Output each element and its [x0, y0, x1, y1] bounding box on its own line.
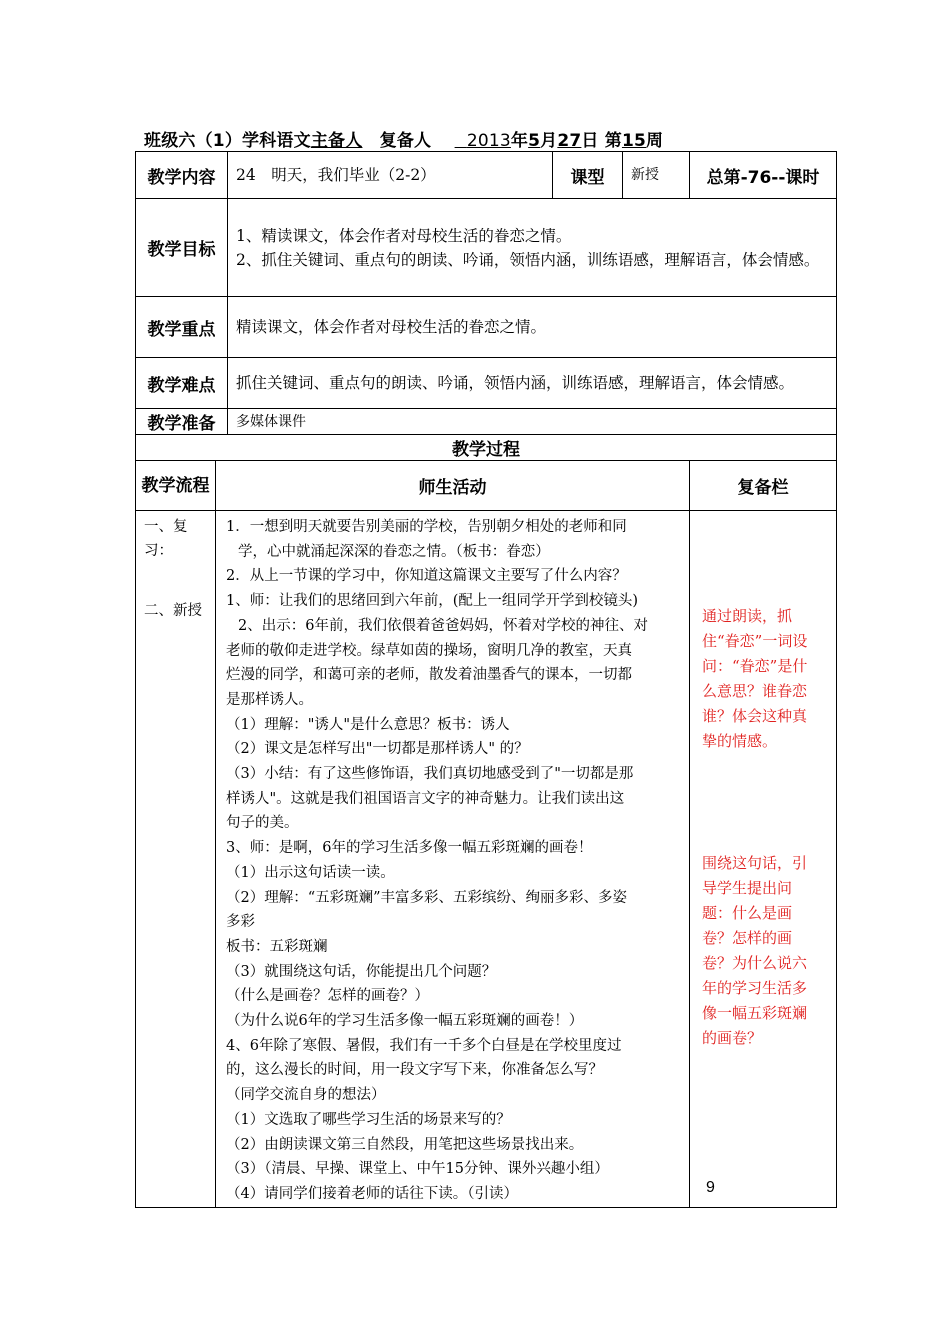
- activity-line: 的，这么漫长的时间，用一段文字写下来，你准备怎么写？: [226, 1062, 603, 1079]
- flow-cell: [136, 511, 216, 1208]
- review-note-1: 通过朗读，抓住“眷恋”一词设问：“眷恋”是什么意思？谁眷恋谁？体会这种真挚的情感。: [702, 607, 808, 750]
- process-title: 教学过程: [136, 435, 837, 461]
- activity-line: 1．一想到明天就要告别美丽的学校，告别朝夕相处的老师和同: [226, 519, 627, 535]
- goal-line: 1、精读课文，体会作者对母校生活的眷恋之情。: [236, 226, 572, 245]
- activity-line: 1、师：让我们的思绪回到六年前，(配上一组同学开学到校镜头): [226, 593, 639, 610]
- col-flow-header: 教学流程: [136, 461, 216, 511]
- content-row: [136, 152, 837, 199]
- activity-line: （3）就围绕这句话，你能提出几个问题？: [226, 963, 497, 980]
- activity-cell: [216, 511, 690, 1208]
- prep-row: [136, 409, 837, 435]
- key-row: [136, 297, 837, 358]
- lesson-plan-table: [135, 151, 837, 1208]
- activity-line: 烂漫的同学，和蔼可亲的老师，散发着油墨香气的课本，一切都: [226, 667, 632, 684]
- activity-line: 3、师：是啊，6年的学习生活多像一幅五彩斑斓的画卷！: [226, 840, 593, 857]
- month-unit: 月: [540, 131, 558, 151]
- week-unit: 周: [646, 131, 664, 151]
- date-day: 27: [557, 131, 582, 151]
- goal-label: 教学目标: [136, 199, 228, 297]
- activity-line: （2）由朗读课文第三自然段，用笔把这些场景找出来。: [226, 1136, 584, 1153]
- total-lessons: 总第-76--课时: [690, 152, 837, 199]
- content-label: 教学内容: [136, 152, 228, 199]
- activity-line: 是那样诱人。: [226, 691, 313, 708]
- activity-line: 2、出示：6年前，我们依偎着爸爸妈妈，怀着对学校的神往、对: [238, 617, 648, 634]
- date-year: 2013: [466, 131, 511, 151]
- activity-line: 样诱人"。这就是我们祖国语言文字的神奇魅力。让我们读出这: [226, 790, 625, 807]
- goal-row: [136, 199, 837, 297]
- year-unit: 年: [510, 131, 529, 151]
- document-header: [144, 126, 844, 151]
- day-unit: 日: [581, 131, 599, 151]
- col-activity-header: 师生活动: [216, 461, 690, 511]
- week-number: 15: [621, 131, 647, 151]
- goal-line: 2、抓住关键词、重点句的朗读、吟诵，领悟内涵，训练语感，理解语言，体会情感。: [236, 250, 820, 269]
- prep-value: 多媒体课件: [228, 409, 837, 435]
- activity-line: 句子的美。: [226, 815, 299, 832]
- review-note-2: 围绕这句话，引导学生提出问题：什么是画卷？怎样的画卷？为什么说六年的学习生活多像一幅五彩斑斓的画卷？: [702, 854, 808, 1047]
- co-preparer-label: 复备人: [379, 131, 432, 151]
- activity-line: （3）（清晨、早操、课堂上、中午15分钟、课外兴趣小组）: [226, 1161, 609, 1178]
- difficulty-label: 教学难点: [136, 358, 228, 409]
- activity-line: 老师的敬仰走进学校。绿草如茵的操场，窗明几净的教室，天真: [226, 642, 632, 659]
- process-header-row: [136, 461, 837, 511]
- notes-cell: [690, 511, 837, 1208]
- activity-line: （1）理解："诱人"是什么意思？板书：诱人: [226, 716, 510, 733]
- activity-line: 4、6年除了寒假、暑假，我们有一千多个白昼是在学校里度过: [226, 1037, 622, 1054]
- type-value: 新授: [623, 152, 690, 199]
- difficulty-value: 抓住关键词、重点句的朗读、吟诵，领悟内涵，训练语感，理解语言，体会情感。: [228, 358, 837, 409]
- page-number: 9: [706, 1179, 715, 1196]
- activity-line: 2．从上一节课的学习中，你知道这篇课文主要写了什么内容？: [226, 568, 627, 585]
- flow-item-new: 二、新授: [144, 603, 202, 619]
- activity-line: （什么是画卷？怎样的画卷？）: [226, 988, 429, 1005]
- activity-line: 学，心中就涌起深深的眷恋之情。（板书：眷恋）: [238, 543, 550, 560]
- col-notes-header: 复备栏: [690, 461, 837, 511]
- prep-label: 教学准备: [136, 409, 228, 435]
- lead-preparer-label: 主备人: [310, 131, 363, 151]
- difficulty-row: [136, 358, 837, 409]
- activity-line: （2）理解：“五彩斑斓”丰富多彩、五彩缤纷、绚丽多彩、多姿: [226, 889, 628, 906]
- type-label: 课型: [553, 152, 623, 199]
- activity-line: （2）课文是怎样写出"一切都是那样诱人" 的？: [226, 741, 529, 758]
- activity-line: （1）出示这句话读一读。: [226, 864, 395, 881]
- process-body-row: [136, 511, 837, 1208]
- key-value: 精读课文，体会作者对母校生活的眷恋之情。: [228, 297, 837, 358]
- activity-line: （同学交流自身的想法）: [226, 1087, 386, 1104]
- activity-line: （为什么说6年的学习生活多像一幅五彩斑斓的画卷！）: [226, 1013, 584, 1030]
- content-value: 24 明天，我们毕业（2-2）: [228, 152, 553, 199]
- activity-line: （1）文选取了哪些学习生活的场景来写的？: [226, 1111, 511, 1128]
- goal-value: [228, 199, 837, 297]
- activity-line: （4）请同学们接着老师的话往下读。（引读）: [226, 1185, 518, 1202]
- flow-item-review: 一、复习：: [144, 519, 188, 559]
- activity-line: 板书：五彩斑斓: [226, 938, 328, 955]
- class-subject-label: 班级六（1）学科语文: [144, 131, 311, 151]
- activity-line: 多彩: [226, 914, 255, 931]
- date-month: 5: [528, 131, 541, 151]
- process-title-row: [136, 435, 837, 461]
- activity-line: （3）小结：有了这些修饰语，我们真切地感受到了"一切都是那: [226, 766, 634, 783]
- week-prefix: 第: [604, 131, 622, 151]
- key-label: 教学重点: [136, 297, 228, 358]
